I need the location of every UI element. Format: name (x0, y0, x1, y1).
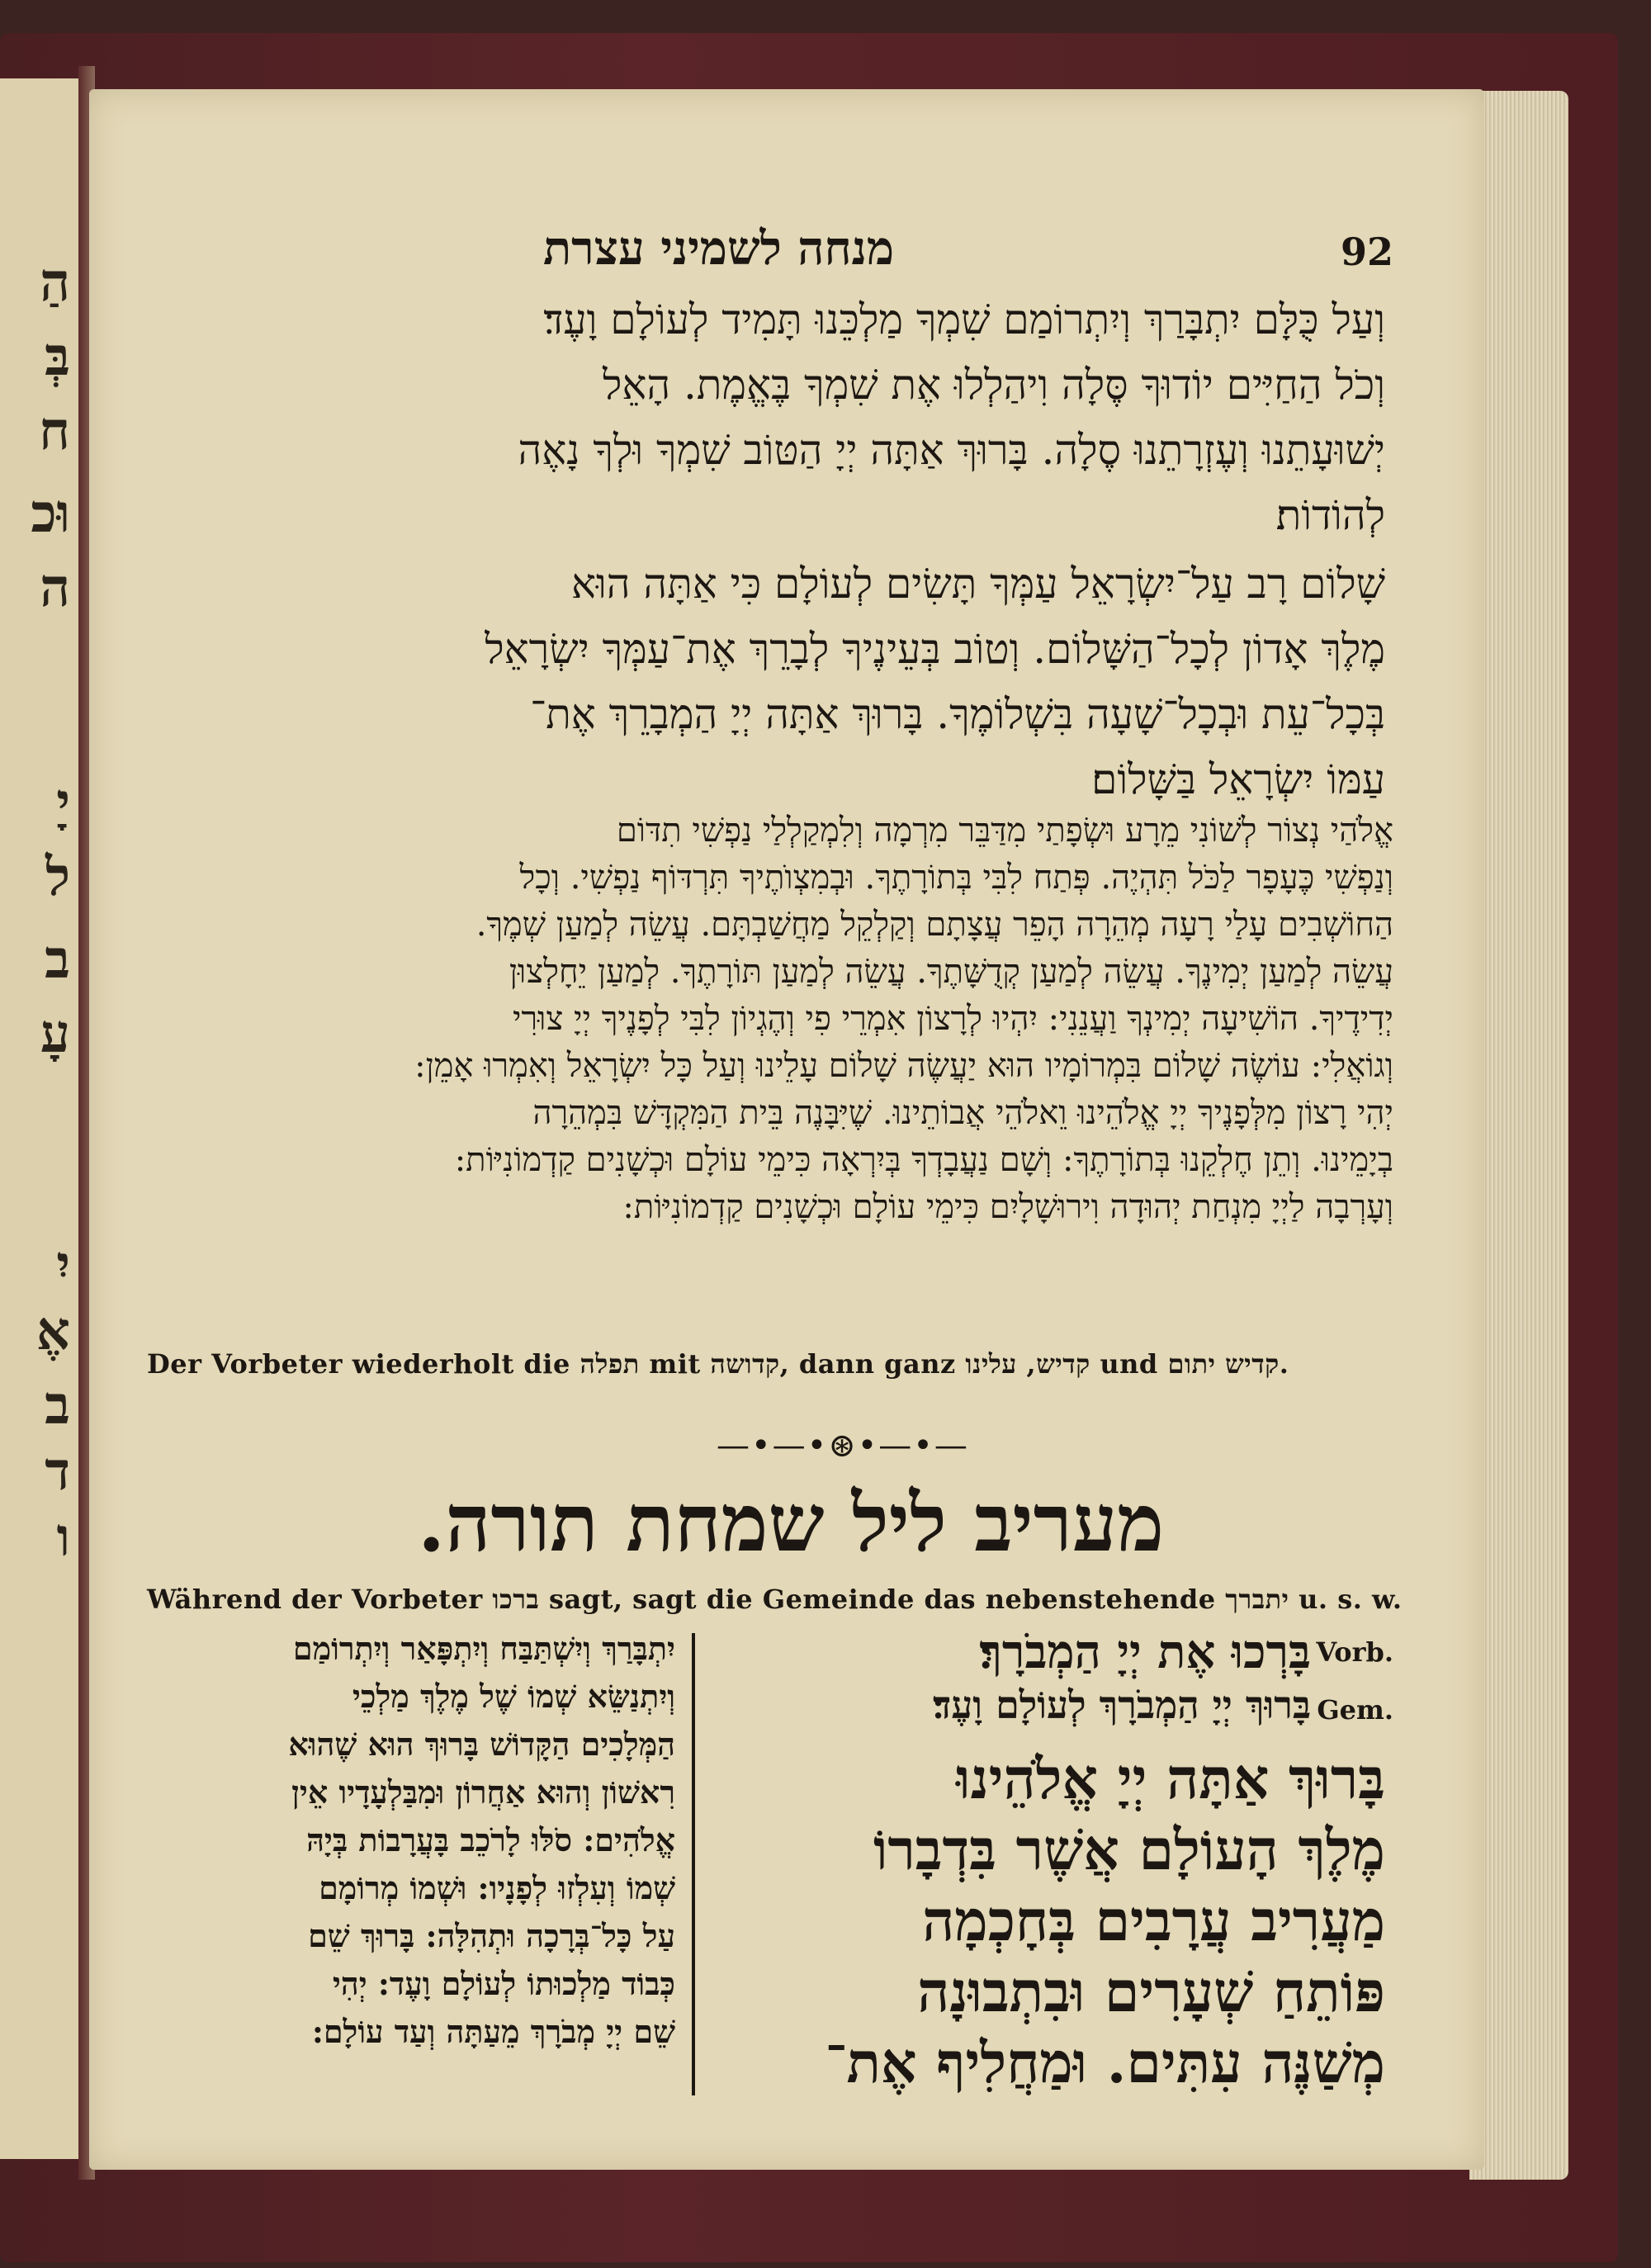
facing-page-glyph: ב (45, 1375, 70, 1437)
text-line: לְהוֹדוֹת׃ (1275, 491, 1385, 539)
text-line: יְשׁוּעָתֵנוּ וְעֶזְרָתֵנוּ סֶלָה. בָּרוּךְ אַתָּה יְיָ הַטּוֹב שִׁמְךָ וּלְךָ נָאֶה (518, 426, 1385, 474)
facing-page-glyph: הַ (40, 252, 70, 314)
text-line: רִאשׁוֹן וְהוּא אַחֲרוֹן וּמִבַּלְעָדָיו אֵין (291, 1773, 675, 1811)
page-number: 92 (1340, 230, 1393, 274)
text-line: פּוֹתֵחַ שְׁעָרִים וּבִתְבוּנָה (917, 1959, 1385, 2025)
facing-page-glyph: ה (40, 557, 70, 619)
facing-page-glyph: יִ (56, 1234, 70, 1296)
facing-page-glyph: יָ (56, 772, 70, 834)
response-row-gemeinde (717, 1683, 1393, 1740)
book-page (89, 89, 1484, 2170)
ornament-divider: —•—•⊛•—•— (717, 1427, 969, 1465)
response-label: Gem. (1317, 1694, 1393, 1726)
response-text: בָּרוּךְ יְיָ הַמְבֹרָךְ לְעוֹלָם וָעֶד׃ (933, 1683, 1311, 1727)
facing-page-glyph: ד (45, 1441, 70, 1503)
text-line: כְּבוֹד מַלְכוּתוֹ לְעוֹלָם וָעֶד: יְהִי (332, 1965, 675, 2002)
text-line: יְהִי רָצוֹן מִלְּפָנֶיךָ יְיָ אֱלֹהֵינוּ וֵאלֹהֵי אֲבוֹתֵינוּ. שֶׁיִּבָּנֶה בֵּית הַמִּקְדָּשׁ בִּמְהֵרָה (532, 1094, 1393, 1132)
facing-page-glyph: עָ (40, 1003, 70, 1065)
text-line: וְעַל כֻּלָּם יִתְבָּרַךְ וְיִתְרוֹמַם שִׁמְךָ מַלְכֵּנוּ תָּמִיד לְעוֹלָם וָעֶד׃ (543, 296, 1385, 343)
text-line: בָּרוּךְ אַתָּה יְיָ אֱלֹהֵינוּ (956, 1746, 1385, 1812)
text-line: שְׁמוֹ וְעִלְזוּ לְפָנָיו: וּשְׁמוֹ מְרוֹמָם (319, 1869, 675, 1906)
facing-page-glyph: ל (45, 846, 70, 908)
response-text: בָּרְכוּ אֶת יְיָ הַמְבֹרָךְ׃ (979, 1625, 1311, 1679)
text-line: מַעֲרִיב עֲרָבִים בְּחָכְמָה (922, 1888, 1385, 1954)
column-divider (692, 1633, 695, 2095)
text-line: וְיִתְנַשֵּׂא שְׁמוֹ שֶׁל מֶלֶךְ מַלְכֵי (352, 1678, 675, 1715)
text-line: וְגוֹאֲלִי: עוֹשֶׂה שָׁלוֹם בִּמְרוֹמָיו הוּא יַעֲשֶׂה שָׁלוֹם עָלֵינוּ וְעַל כָּל יִשְׂרָאֵל וְאִמְרוּ אָמֵן: (414, 1047, 1393, 1085)
barchu-column (717, 1625, 1393, 2099)
response-row-vorbeter (717, 1625, 1393, 1683)
text-line: בְּכָל־עֵת וּבְכָל־שָׁעָה בִּשְׁלוֹמֶךָ. בָּרוּךְ אַתָּה יְיָ הַמְבָרֵךְ אֶת־ (530, 690, 1385, 738)
yitbarach-column (147, 1625, 675, 2056)
facing-page-glyph: אֶ (35, 1300, 70, 1362)
text-line: אֱלֹהִים: סֹלּוּ לָרֹכֵב בָּעֲרָבוֹת בְּיָהּ (306, 1821, 675, 1858)
prayer-block-shalom-rav (147, 552, 1385, 812)
text-line: יְדִידֶיךָ. הוֹשִׁיעָה יְמִינְךָ וַעֲנֵנִי: יִהְיוּ לְרָצוֹן אִמְרֵי פִי וְהֶגְיוֹן לִבִּי לְפָנֶיךָ יְיָ צוּרִי (513, 1000, 1393, 1038)
text-line: הַמְּלָכִים הַקָּדוֹשׁ בָּרוּךְ הוּא שֶׁהוּא (288, 1726, 675, 1763)
text-line: עַמּוֹ יִשְׂרָאֵל בַּשָּׁלוֹם׃ (1091, 755, 1385, 803)
text-line: עַל כָּל־בְּרָכָה וּתְהִלָּה: בָּרוּךְ שֵׁם (308, 1917, 675, 1954)
prayer-block-modim-end (147, 287, 1385, 548)
text-line: מְשַׁנֶּה עִתִּים. וּמַחֲלִיף אֶת־ (825, 2030, 1385, 2096)
running-title: מנחה לשמיני עצרת (543, 221, 895, 276)
prayer-block-elohai-netzor (147, 807, 1393, 1231)
facing-page-glyph: ב (45, 929, 70, 991)
text-line: וְעָרְבָה לַיְיָ מִנְחַת יְהוּדָה וִירוּשָׁלָיִם כִּימֵי עוֹלָם וּכְשָׁנִים קַדְמוֹנִיּוֹת: (622, 1188, 1393, 1226)
response-label: Vorb. (1316, 1636, 1393, 1668)
text-line: מֶלֶךְ אָדוֹן לְכָל־הַשָּׁלוֹם. וְטוֹב בְּעֵינֶיךָ לְבָרֵךְ אֶת־עַמְּךָ יִשְׂרָאֵל (485, 625, 1385, 673)
facing-page-glyph: ח (39, 400, 70, 462)
section-title: מעריב ליל שמחת תורה. (417, 1476, 1165, 1570)
text-line: וְנַפְשִׁי כֶּעָפָר לַכֹּל תִּהְיֶה. פְּתַח לִבִּי בְּתוֹרָתֶךָ. וּבְמִצְוֺתֶיךָ תִּרְדּוֹף נַפְשִׁי. וְכָל (519, 859, 1393, 897)
text-line: מֶלֶךְ הָעוֹלָם אֲשֶׁר בִּדְבָרוֹ (873, 1817, 1385, 1883)
page-header (147, 213, 1393, 287)
facing-page-fragment (0, 78, 81, 2159)
page-edges (1469, 91, 1568, 2180)
facing-page-glyph: וּכ (31, 483, 70, 545)
rubric-instruction: Der Vorbeter wiederholt die תפלה mit קדושה, dann ganz קדיש, עלינו und קדיש יתום. (147, 1348, 1289, 1380)
maariv-blessing (717, 1744, 1393, 2099)
text-line: שָׁלוֹם רָב עַל־יִשְׂרָאֵל עַמְּךָ תָּשִׂים לְעוֹלָם כִּי אַתָּה הוּא (570, 560, 1385, 608)
facing-page-glyph: ו (56, 1507, 70, 1569)
text-line: הַחוֹשְׁבִים עָלַי רָעָה מְהֵרָה הָפֵר עֲצָתָם וְקַלְקֵל מַחֲשַׁבְתָּם. עֲשֵׂה לְמַעַן שְׁמֶךָ. (475, 906, 1393, 944)
facing-page-glyph: בְּ (45, 326, 70, 388)
text-line: אֱלֹהַי נְצוֹר לְשׁוֹנִי מֵרָע וּשְׂפָתַי מִדַּבֵּר מִרְמָה וְלִמְקַלְלַי נַפְשִׁי תִדּוֹם (616, 812, 1393, 850)
text-line: עֲשֵׂה לְמַעַן יְמִינֶךָ. עֲשֵׂה לְמַעַן קְדֻשָּׁתֶךָ. עֲשֵׂה לְמַעַן תּוֹרָתֶךָ. לְמַעַן יֵחָלְצוּן (509, 953, 1393, 991)
text-line: שֵׁם יְיָ מְבֹרָךְ מֵעַתָּה וְעַד עוֹלָם: (311, 2013, 675, 2050)
text-line: בְיָמֵינוּ. וְתֵן חֶלְקֵנוּ בְּתוֹרָתֶךָ: וְשָׁם נַעֲבָדְךָ בְּיִרְאָה כִּימֵי עוֹלָם וּכְשָׁנִים קַדְמוֹנִיּוֹת: (454, 1141, 1393, 1179)
text-line: יִתְבָּרַךְ וְיִשְׁתַּבַּח וְיִתְפָּאַר וְיִתְרוֹמַם (292, 1630, 675, 1667)
rubric-instruction-barchu: Während der Vorbeter ברכו sagt, sagt die Gemeinde das nebenstehende יתברך u. s. w. (147, 1584, 1403, 1615)
text-line: וְכֹל הַחַיִּים יוֹדוּךָ סֶּלָה וִיהַלְלוּ אֶת שִׁמְךָ בֶּאֱמֶת. הָאֵל (602, 361, 1385, 409)
